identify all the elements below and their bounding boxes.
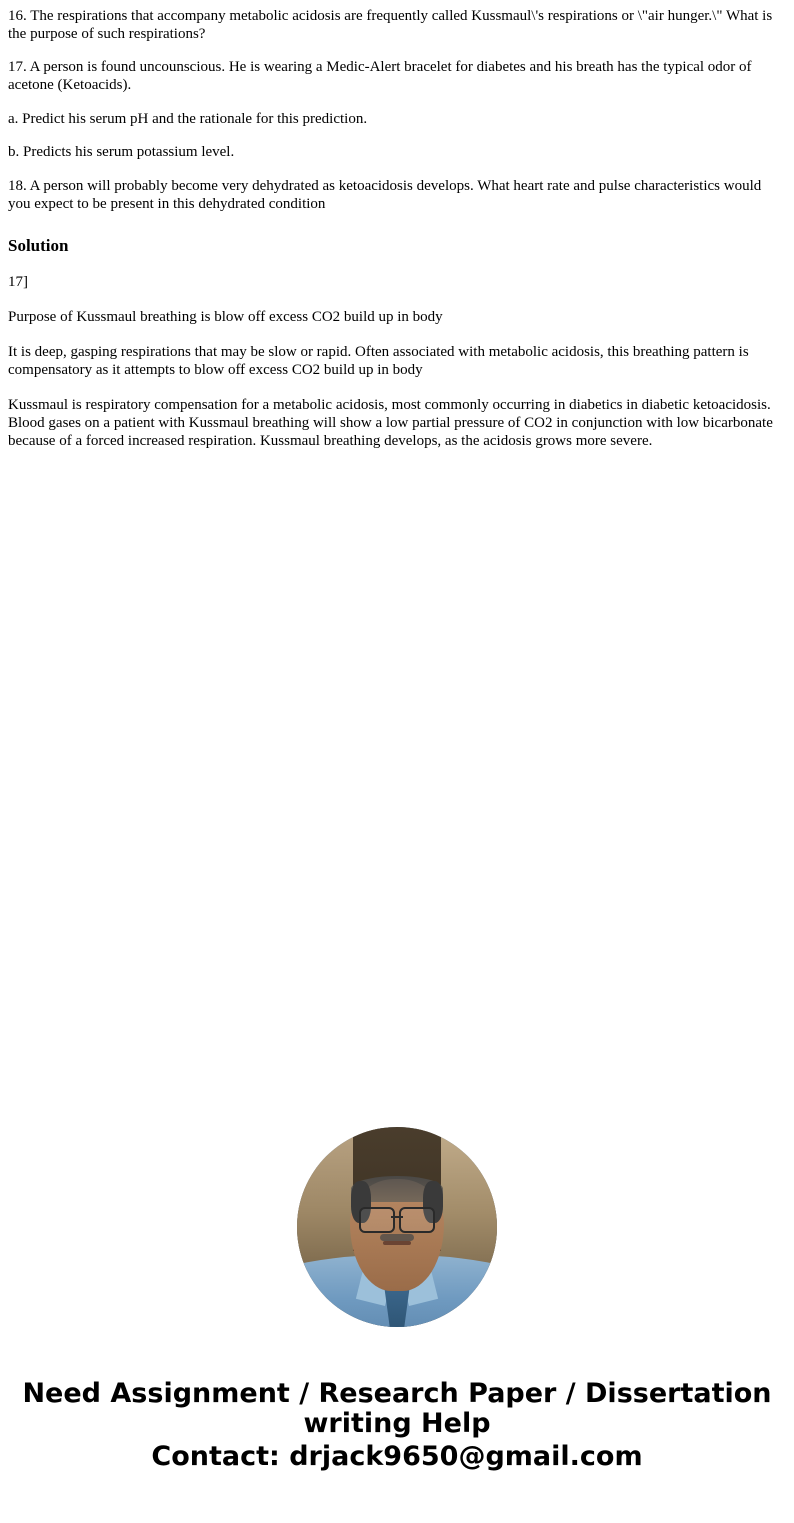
solution-heading: Solution: [8, 235, 69, 255]
avatar-container: [8, 1127, 786, 1327]
solution-paragraph-3: Kussmaul is respiratory compensation for a metabolic acidosis, most commonly occurring in diabetics in diabetic ketoacidosis. Blood gases on a patient with Kussmaul breathing will show a low partial pressure of CO2 in conjunction with low bicarbonate because of a forced increased respiration. Kussmaul breathing develops, as the acidosis grows more severe.: [8, 397, 773, 450]
question-17a: a. Predict his serum pH and the rationale for this prediction.: [8, 110, 368, 127]
footer-promo: [8, 1379, 786, 1502]
question-17b: b. Predicts his serum potassium level.: [8, 144, 235, 161]
photo-mouth: [383, 1241, 411, 1245]
question-16: 16. The respirations that accompany metabolic acidosis are frequently called Kussmaul\'s respirations or \"air hunger.\" What is the purpose of such respirations?: [8, 8, 773, 42]
footer-line-2: writing Help: [303, 1408, 491, 1440]
footer-line-1: Need Assignment / Research Paper / Dissertation: [22, 1378, 772, 1410]
solution-paragraph-2: It is deep, gasping respirations that may be slow or rapid. Often associated with metabolic acidosis, this breathing pattern is compensatory as it attempts to blow off excess CO2 build up in body: [8, 344, 749, 379]
solution-paragraph-1: Purpose of Kussmaul breathing is blow off excess CO2 build up in body: [8, 309, 443, 326]
question-18: 18. A person will probably become very dehydrated as ketoacidosis develops. What heart rate and pulse characteristics would you expect to be present in this dehydrated condition: [8, 178, 762, 212]
photo-mustache: [380, 1234, 414, 1241]
avatar: [297, 1127, 497, 1327]
content-spacer: [8, 467, 786, 1127]
photo-glasses-bridge: [391, 1216, 403, 1218]
question-17: 17. A person is found uncounscious. He is wearing a Medic-Alert bracelet for diabetes and his breath has the typical odor of acetone (Ketoacids).: [8, 59, 752, 94]
photo-glasses-left: [359, 1207, 395, 1233]
photo-glasses-right: [399, 1207, 435, 1233]
footer-contact: Contact: drjack9650@gmail.com: [151, 1440, 643, 1472]
solution-label: 17]: [8, 274, 28, 291]
